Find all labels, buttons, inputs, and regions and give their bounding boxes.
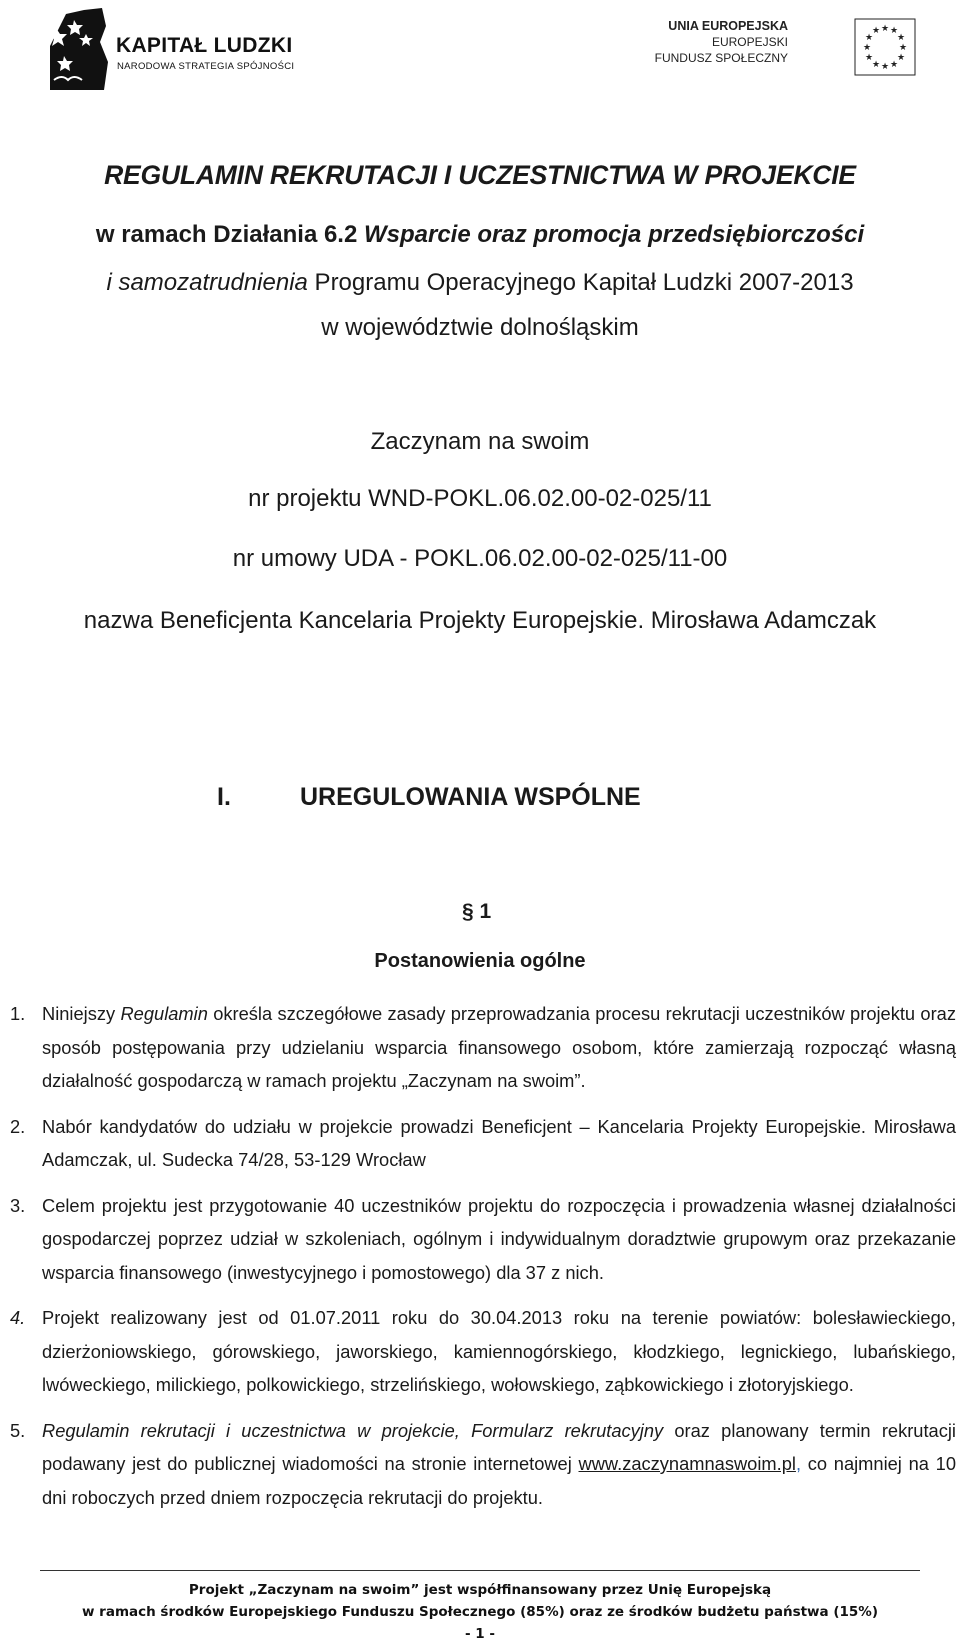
footer-line-1: Projekt „Zaczynam na swoim” jest współfinansowany przez Unię Europejską [188, 1582, 772, 1598]
item-text: Projekt realizowany jest od 01.07.2011 roku do 30.04.2013 roku na terenie powiatów: bolesławieckiego, dzierżoniowskiego, górowskiego, jaworskiego, kamiennogórskiego, kłodzkiego, legnickiego, lubańskiego, lwóweckiego, milickiego, polkowickiego, strzelińskiego, wołowskiego, ząbkowickiego i złotoryjskiego. [42, 1307, 956, 1395]
footer-divider [40, 1570, 920, 1571]
svg-text:★: ★ [896, 53, 906, 63]
item-number: 4. [10, 1307, 26, 1328]
list-item [10, 1189, 956, 1290]
eu-logo-text [655, 18, 788, 66]
item-text: Celem projektu jest przygotowanie 40 uczestników projektu do rozpoczęcia i prowadzenia własnej działalności gospodarczej poprzez udział w szkoleniach, ogólnym i indywidualnym doradztwie grupowym oraz przekazanie wsparcia finansowego (inwestycyjnego i pomostowego) dla 37 z nich. [42, 1194, 956, 1283]
svg-text:★: ★ [889, 26, 899, 36]
svg-text:★: ★ [896, 33, 906, 43]
list-item [10, 997, 956, 1098]
title-line-3-b: Programu Operacyjnego Kapitał Ludzki 2007-2013 [307, 269, 854, 296]
logo-subtitle: NARODOWA STRATEGIA SPÓJNOŚCI [117, 61, 295, 72]
item-text-a: Regulamin rekrutacji i uczestnictwa w projekcie, Formularz rekrutacyjny [42, 1419, 664, 1441]
svg-text:★: ★ [862, 43, 872, 53]
list-item [10, 1301, 956, 1402]
item-number: 3. [10, 1194, 26, 1216]
kapital-ludzki-logo-icon [44, 6, 110, 94]
paragraph-sign: § 1 [462, 900, 492, 923]
eu-line-3: FUNDUSZ SPOŁECZNY [654, 51, 788, 65]
document-title: REGULAMIN REKRUTACJI I UCZESTNICTWA W PROJEKCIE [104, 160, 856, 190]
item-text-b: oraz planowany termin rekrutacji podawany jest do publicznej wiadomości na stronie internetowej [42, 1419, 956, 1474]
svg-text:★: ★ [889, 60, 899, 70]
page-number: - 1 - [465, 1626, 495, 1642]
list-item [10, 1110, 956, 1177]
title-line-3-a: i samozatrudnienia [106, 269, 308, 296]
title-line-4: w województwie dolnośląskim [321, 314, 639, 341]
item-number: 2. [10, 1115, 26, 1137]
item-text-c: określa szczegółowe zasady przeprowadzania procesu rekrutacji uczestników projektu oraz sposób postępowania przy udzielaniu wsparcia finansowego osobom, które zamierzają rozpocząć własną działalność gospodarczą w ramach projektu „Zaczynam na swoim”. [42, 1003, 956, 1091]
item-text-b: Regulamin [120, 1003, 208, 1024]
eu-line-2: EUROPEJSKI [711, 35, 788, 49]
paragraph-title: Postanowienia ogólne [374, 950, 586, 972]
title-line-3 [0, 269, 960, 297]
title-line-2 [0, 221, 960, 249]
title-line-2-a: w ramach Działania 6.2 [95, 221, 364, 248]
item-number: 1. [10, 1003, 26, 1024]
logo-title: KAPITAŁ LUDZKI [116, 34, 293, 57]
section-number: I. [217, 783, 231, 811]
item-text: Nabór kandydatów do udziału w projekcie prowadzi Beneficjent – Kancelaria Projekty Europejskie. Mirosława Adamczak, ul. Sudecka 74/28, 53-129 Wrocław [42, 1115, 956, 1170]
eu-logo [654, 18, 916, 80]
footer-line-2: w ramach środków Europejskiego Funduszu Społecznego (85%) oraz ze środków budżetu państwa (15%) [82, 1604, 878, 1620]
svg-text:★: ★ [880, 24, 890, 34]
list-item [10, 1414, 956, 1515]
title-line-2-b: Wsparcie oraz promocja przedsiębiorczości [363, 221, 865, 248]
kapital-ludzki-logo [44, 6, 314, 94]
provisions-list [10, 997, 956, 1526]
contract-number: nr umowy UDA - POKL.06.02.00-02-025/11-00 [232, 545, 728, 572]
beneficiary-name: nazwa Beneficjenta Kancelaria Projekty Europejskie. Mirosława Adamczak [83, 607, 877, 634]
project-name: Zaczynam na swoim [370, 428, 590, 455]
website-link[interactable]: www.zaczynamnaswoim.pl [578, 1453, 796, 1474]
svg-text:★: ★ [871, 26, 881, 36]
item-number: 5. [10, 1419, 26, 1441]
svg-text:★: ★ [864, 53, 874, 63]
item-text-c: co najmniej na 10 dni roboczych przed dniem rozpoczęcia rekrutacji do projektu. [42, 1453, 956, 1508]
eu-flag-icon [854, 18, 916, 76]
item-text-a: Niniejszy [42, 1003, 121, 1024]
svg-text:★: ★ [864, 33, 874, 43]
link-separator: , [795, 1453, 802, 1474]
svg-text:★: ★ [898, 43, 908, 53]
eu-line-1: UNIA EUROPEJSKA [668, 19, 788, 33]
svg-text:★: ★ [871, 60, 881, 70]
project-number: nr projektu WND-POKL.06.02.00-02-025/11 [248, 485, 712, 512]
section-title: UREGULOWANIA WSPÓLNE [300, 783, 641, 811]
svg-text:★: ★ [880, 62, 890, 72]
